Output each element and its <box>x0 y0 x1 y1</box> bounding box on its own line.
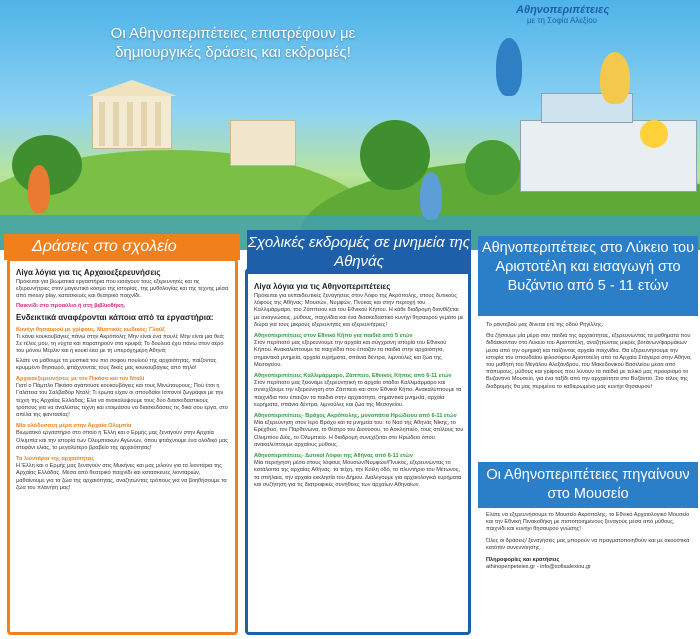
lyceum-meeting-point: Το ραντεβού μας δίνεται επί της οδού Ρηγίλλης. <box>486 322 604 328</box>
child-illustration <box>28 165 50 213</box>
trip-item-title: Αθηνοπεριπέτειες- Δυτικοί Λόφοι της Αθήνας από 6-11 ετών <box>254 453 413 460</box>
trip-item-text: Στον περίπατο μας ξεκινάμε εξερευνητική το αρχαίο στάδιο Καλλιμάρμαρο και συνεχίζουμε την εξερεύνηση στο Ζάππειο και στον Εθνικό Κήπο. Ανακαλύπτουμε τα παιχνίδια που έπαιζαν τα παιδιά στην αρχαιότητα, σημαντικά μνημεία, αρχαία ευρήματα, σπάνια δέντρα, λιμνούλες και ζώα της Μεσογείου. <box>254 380 462 408</box>
school-item-title: Αρχαιοεξερευνήσεις με τον Πικάσο και τον Νταλί <box>16 376 145 383</box>
museum-section-content <box>486 512 692 573</box>
school-intro-title: Λίγα λόγια για τις Αρχαιοεξερευνήσεις <box>16 268 161 277</box>
parthenon-illustration <box>92 95 172 149</box>
brand-logo <box>516 4 608 42</box>
school-section-content <box>16 268 230 494</box>
trip-item-title: Αθηνοπεριπέτειες- Βράχος Ακρόπολης, μονοπάτια Ηρώδειου από 6-11 ετών <box>254 413 457 420</box>
school-intro-text: Πρόκειται για βιωματικά εργαστήρια που εισάγουν τους εξερευνητές και τις εξερευνήτριες στον μαγευτικό κόσμο της ιστορίας, της μυθολογίας και της τέχνης μέσα από messy play, κατασκευές και θεατρικό παιχνίδι. <box>16 279 229 300</box>
booking-contact-link[interactable]: athinoperipeteies.gr - info@sofiaalexiou.gr <box>486 564 591 571</box>
lyceum-section-content <box>486 322 692 393</box>
trips-section-content <box>254 282 464 491</box>
trips-intro-text: Πρόκειται για εκπαιδευτικές ξεναγήσεις στον Λόφο της Ακρόπολης, στους δυτικούς λόφους της Αθήνας: Μουσών, Νυμφών, Πνύκας και στην περιοχή του Καλλιμάρμαρο, του Ζάππειου και του Εθνικού Κήπου. Η κάθε διαδρομή διανθίζεται με αναγνώσεις, μύθους, παιχνίδια και ένα διασκεδαστικό κυνήγι θησαυρού γεμάτο με δώρα για τους μικρούς εξερευνητές και εξερευνήτριες! <box>254 293 464 328</box>
tree <box>465 140 520 195</box>
trip-item-text: Μία εξερεύνηση στον Ιερό Βράχο και τα μνημεία του: το Ναό της Αθηνάς Νίκης, το Ερέχθειο, τον Παρθενώνα, το θέατρο του Διονύσου, το Ασκληπιείο, τους στύλους του Ολυμπίου Διός, το Ολυμπιείο. Η διαδρομή συνεχίζεται στο Ηρώδειο όπου ανακαλύπτουμε αρχαίους μύθους. <box>254 420 464 448</box>
child-illustration <box>496 38 522 96</box>
school-item-text: Βιωματικό εργαστήριο στο οποίο η Έλλη και ο Ερμής μας ξεναγούν στην Αρχαία Ολυμπία και την ιστορία των Ολυμπιακών Αγώνων, όπου φτιάχνουμε ένα ολόδικό μας στεφάνι ελιάς, το μεγαλύτερο βραβείο της αρχαιότητας! <box>16 430 229 451</box>
museum-building-illustration <box>520 120 697 192</box>
banner-headline: Οι Αθηνοπεριπέτειες επιστρέφουν με δημιουργικές δράσεις και εκδρομές! <box>110 25 356 61</box>
school-item-extra: Ελάτε να μάθουμε τα μυστικά του πιο σοφού πουλιού της αρχαιότητας, παίζοντας κρυμμένο θησαυρό, φτιάχνοντας τους δικές μας κουκουβάγιες από πηλό! <box>16 357 217 371</box>
logo-subtitle: με τη Σοφία Αλεξίου <box>526 16 598 25</box>
sun-icon <box>640 120 668 148</box>
school-item-text: Γιατί ο Πάμπλο Πικάσο αγαπούσε κουκουβάγιες και τους Μινώταυρους; Πού έτσι η Γαλάτεια του Σαλβαδόρ Νταλί; Τι έρωτα είχαν οι σπουδαίοι Ισπανοί ζωγράφοι με την τέχνη της Αρχαίας Ελλάδας; Ελα να ανακαλύψουμε τους δύο διασκεδαστικούς τρόπους για να αναλύσεις τέχνη και ετοιμάσου να διασκεδάσεις τις δικά σου έργα, στο απέλα της φαντασίας! <box>16 383 228 419</box>
museum-note: Όλες οι δράσεις/ ξεναγήσεις μας μπορούν να πραγματοποιηθούν και με ακουστικά κατόπιν συνεννόησης. <box>486 537 690 551</box>
booking-info-title: Πληροφορίες και κρατήσεις <box>486 557 560 564</box>
school-item-text: Η Έλλη και ο Ερμής μας ξεναγούν στις Μυκήνες και μας μιλούν για τα λιοντάρια της Αρχαίας Ελλάδας. Μέσα από θεατρικό παιχνίδι και κατασκευές λιονταριών, μαθαίνουμε για τα ζώα της αρχαιότητας, αναζητώντας τρόπους για να βοηθήσουμε τα ζώα του πλανήτη μας! <box>16 463 227 491</box>
trip-item-title: Αθηνοπεριπέτειες στον Εθνικό Κήπο για παιδιά από 5 ετών <box>254 333 413 340</box>
school-list-title: Ενδεικτικά αναφέρονται κάποια από τα εργαστήρια: <box>16 312 214 322</box>
tree <box>360 120 430 190</box>
logo-title: Αθηνοπεριπέτειες <box>516 4 610 16</box>
school-section-header: Δράσεις στο σχολείο <box>4 234 240 260</box>
trips-intro-title: Λίγα λόγια για τις Αθηνοπεριπέτειες <box>254 282 391 291</box>
trip-item-title: Αθηνοπεριπέτειες Καλλιμάρμαρο, Ζάππειο, Εθνικός Κήπος από 6-11 ετών <box>254 373 452 380</box>
school-item-title: Τα λιοντάρια της αρχαιότητας <box>16 456 95 463</box>
museum-section-header: Οι Αθηνοπεριπέτειες πηγαίνουν στο Μουσείο <box>478 462 698 508</box>
school-item-title: Κυνήγι θησαυρού με γρίφους. Μυστικός κωδικός: Γλαύξ <box>16 326 165 333</box>
erechtheion-illustration <box>230 120 296 166</box>
trips-section-header: Σχολικές εκδρομές σε μνημεία της Αθηνάς <box>247 230 471 274</box>
lyceum-section-header: Αθηνοπεριπέτειες στο Λύκειο του Αριστοτέλη και εισαγωγή στο Βυζάντιο από 5 - 11 ετών <box>478 236 698 316</box>
school-item-title: Μία ολόδυσσεη μέρα στην Αρχαία Ολυμπία <box>16 423 132 430</box>
child-illustration <box>600 52 630 104</box>
banner-illustration <box>0 0 700 250</box>
school-item-text: Τι κάνει κουκουβάγιες πάνω στην Ακρόπολη; Μην είναι ένα πουλί; Μην είναι μια θεά; Σε τέλος μου, τη νύχτα και παρατηρούν στα κρυφά; Το δουλειά έχει πάνω στον αέρο του μόνου Μέρλιν και η κουκί έκει με τη υπερόχημέρη Αθηνά; <box>16 334 225 355</box>
trip-item-text: Μία περιήγηση μέσα στους λόφους Μουσών/Νυμφών/Πνυκός, εξερευνώντας το κατάλοιπα της αρχαίας Αθήνας: τα τείχη, την Κοίλη οδό, το πλυντήριο του Μέτωνος, τα σπήλαια, την αρχαία εκκλησία του Δήμου. Διαλέγουμε για αρχαιολογικά ευρήματα και συζήτηση για τις διατροφικές συνήθειες των αρχαίων Αθηναίων. <box>254 460 462 488</box>
child-illustration <box>420 172 442 220</box>
museum-description: Ελάτε να εξερευνήσουμε το Μουσείο Ακρόπολης, το Εθνικό Αρχαιολογικό Μουσείο και την Εθνική Πινακοθήκη με πιστοποιημένους ξεναγούς μέσα από μύθους, παιχνίδι και κυνήγι θησαυρού γνώσης! <box>486 512 690 533</box>
school-intro-note: Παικνίδι στο προαύλιο ή στη βιβλιοθήκη. <box>16 302 126 309</box>
lyceum-description: Θα ζήσουμε μία μέρα σαν παιδιά της αρχαιότητας, εξερευνώντας τα μαθήματα που διδάσκονταν στο Λύκειο του Αριστοτέλη, αναζητώντας μικρές βοτάνων/φαρμάκων μέσα από την ομηρική και παίζοντας αρχαία παιχνίδια. Θα εξερευνήσουμε την ιστορία του σπουδαίου φιλοσόφου Αριστοτέλη από τα Αρχαία Στάγειρα στην Αθήνα, του μαθητή του Μεγάλου Αλεξάνδρου, του Μακεδονικού Βασιλείου μέσα από πάπυρους, μύθους και γρίφους που λύνουν τα παιδιά με τελικό μας προορισμό το Βυζαντινό Μουσείο, για ένα ταξίδι από την αρχαιότητα στο Βυζάντιο. Στο τέλος της διαδρομής θα μας περιμένει το καθιερωμένο μας κυνήγι θησαυρού! <box>486 333 692 390</box>
trip-item-text: Στον περίπατό μας εξερευνούμε την αρχαία και σύγχρονη ιστορία του Εθνικού Κήπου. Ανακαλύπτουμε τα παιχνίδια που έπαιζαν τα παιδιά στην αρχαιότητα, σημαντικά μνημεία, αρχαία ευρήματα, σπάνια δέντρα, λιμνούλες και ζώα της Μεσογείου. <box>254 340 447 368</box>
